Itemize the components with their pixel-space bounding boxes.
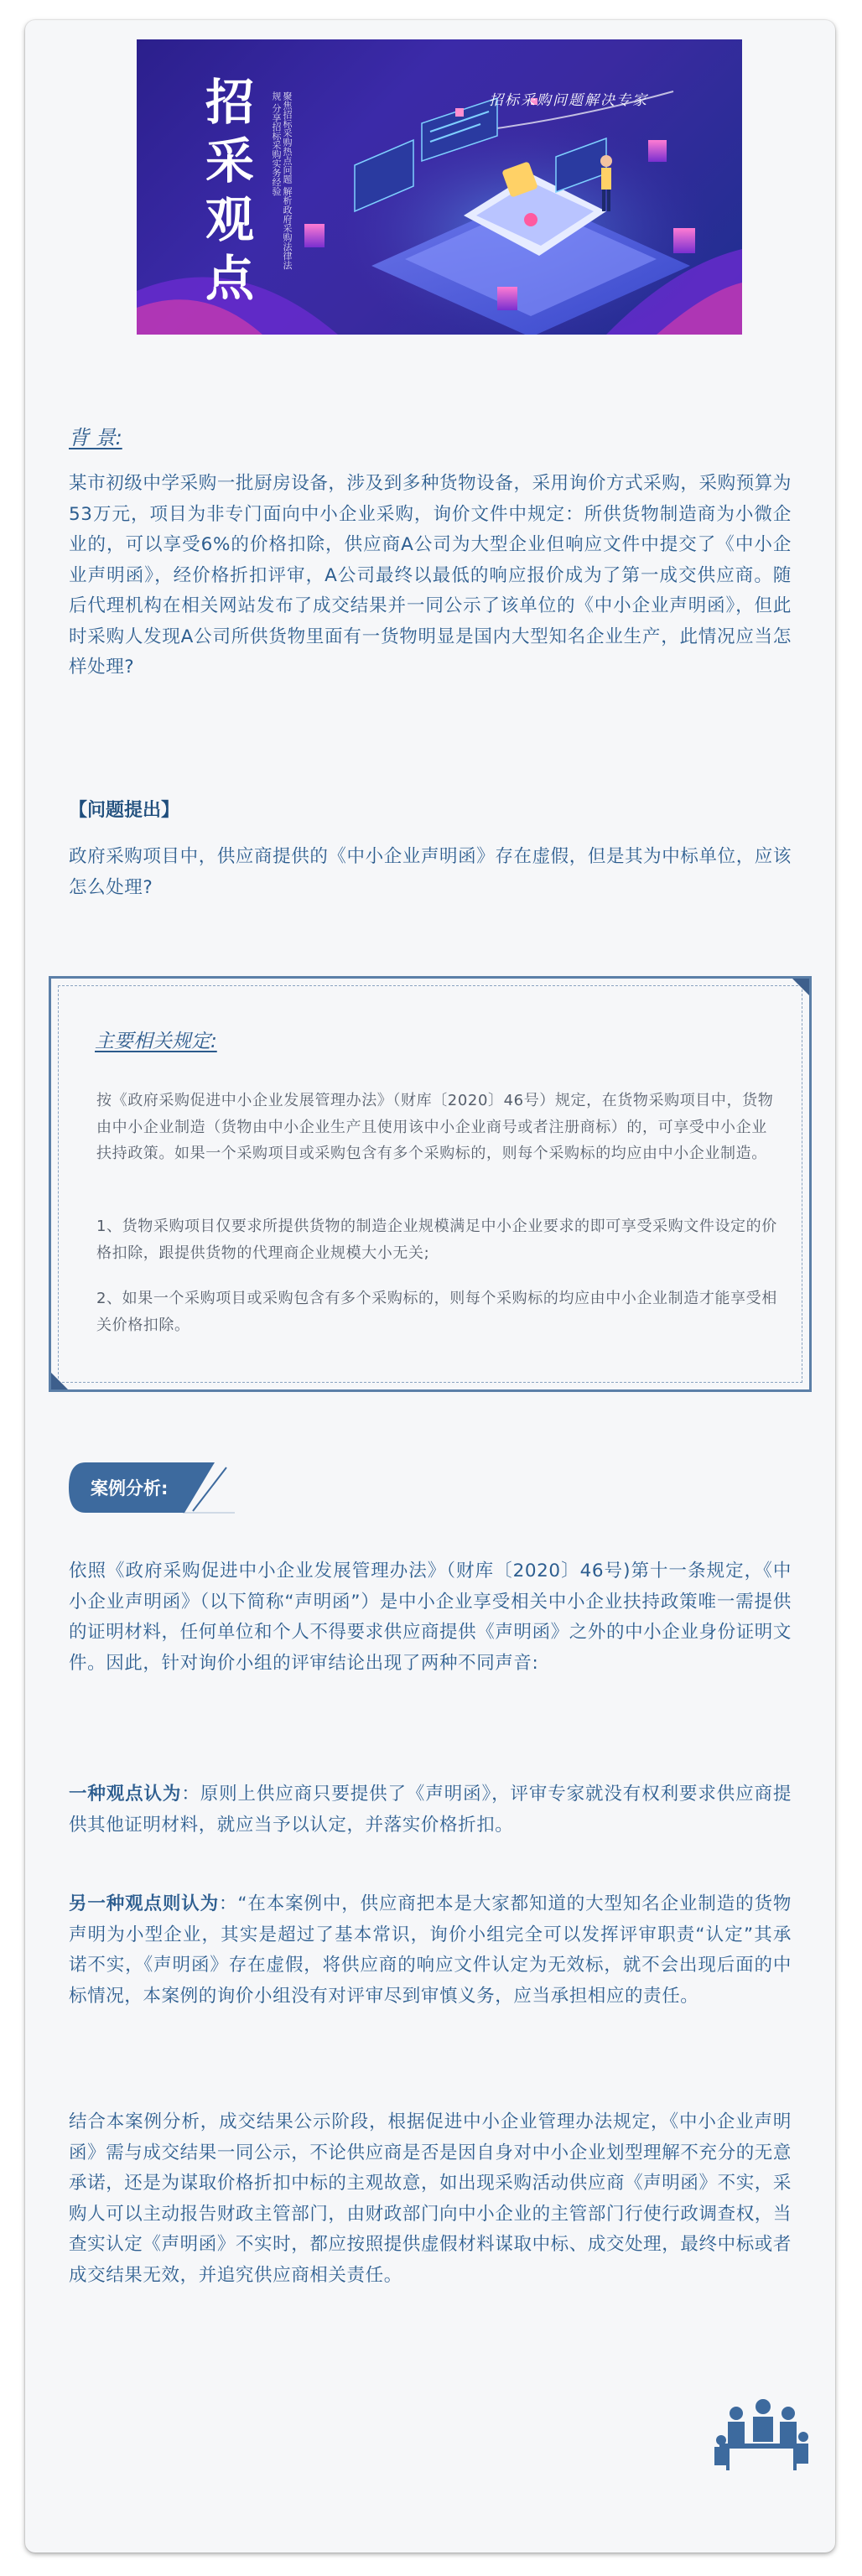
regulation-item: 1、货物采购项目仅要求所提供货物的制造企业规模满足中小企业要求的即可享受采购文件设定的价格扣除，跟提供货物的代理商企业规模大小无关;: [96, 1218, 777, 1262]
article-card: [25, 20, 835, 2553]
view-one-label: 一种观点认为: [69, 1784, 182, 1805]
question-text: 政府采购项目中，供应商提供的《中小企业声明函》存在虚假，但是其为中标单位，应该怎么处理?: [69, 846, 792, 898]
banner-title: 招 采 观 点: [205, 74, 256, 307]
regulations-box: [49, 976, 812, 1392]
question-heading: 【问题提出】: [69, 800, 180, 821]
banner-slogan: 招标采购问题解决专家: [489, 92, 648, 109]
view-one-text: [69, 1779, 792, 1841]
corner-marker: [51, 1373, 68, 1389]
case-analysis-label: 案例分析:: [91, 1478, 169, 1498]
view-two-text: [69, 1889, 792, 2012]
regulations-heading: 主要相关规定:: [95, 1031, 217, 1052]
case-analysis-badge: [67, 1461, 241, 1514]
conclusion-text: 结合本案例分析，成交结果公示阶段，根据促进中小企业管理办法规定，《中小企业声明函》需与成交结果一同公示，不论供应商是否是因自身对中小企业划型理解不充分的无意承诺，还是为谋取价格折扣中标的主观故意，如出现采购活动供应商《声明函》不实，采购人可以主动报告财政主管部门，由财政部门向中小企业的主管部门行使行政调查权，当查实认定《声明函》不实时，都应按照提供虚假材料谋取中标、成交处理，最终中标或者成交结果无效，并追究供应商相关责任。: [69, 2111, 792, 2286]
corner-marker: [792, 979, 809, 995]
meeting-people-icon: [711, 2395, 812, 2479]
regulation-item: 2、如果一个采购项目或采购包含有多个采购标的，则每个采购标的均应由中小企业制造才能享受相关价格扣除。: [96, 1290, 777, 1334]
banner-vertical-text: 聚焦招标采购热点问题 解析政府采购法律法规 分享招标采购实务经验: [271, 91, 293, 270]
view-two-body: ：“在本案例中，供应商把本是大家都知道的大型知名企业制造的货物声明为小型企业，其实是超过了基本常识，询价小组完全可以发挥评审职责“认定”其承诺不实，《声明函》存在虚假，将供应商的响应文件认定为无效标，就不会出现后面的中标情况，本案例的询价小组没有对评审尽到审慎义务，应当承担相应的责任。: [69, 1893, 792, 2007]
regulation-item: 按《政府采购促进中小企业发展管理办法》（财库〔2020〕46号）规定，在货物采购项目中，货物由中小企业制造（货物由中小企业生产且使用该中小企业商号或者注册商标）的，可享受中小企业扶持政策。如果一个采购项目或采购包含有多个采购标的，则每个采购标的均应由中小企业制造。: [96, 1092, 774, 1162]
view-two-label: 另一种观点则认为: [69, 1893, 219, 1914]
background-text: 某市初级中学采购一批厨房设备，涉及到多种货物设备，采用询价方式采购，采购预算为53万元，项目为非专门面向中小企业采购，询价文件中规定：所供货物制造商为小微企业的，可以享受6%的价格扣除，供应商A公司为大型企业但响应文件中提交了《中小企业声明函》，经价格折扣评审，A公司最终以最低的响应报价成为了第一成交供应商。随后代理机构在相关网站发布了成交结果并一同公示了该单位的《中小企业声明函》，但此时采购人发现A公司所供货物里面有一货物明显是国内大型知名企业生产，此情况应当怎样处理?: [69, 473, 792, 678]
case-intro-text: 依照《政府采购促进中小企业发展管理办法》（财库〔2020〕46号)第十一条规定，《中小企业声明函》（以下简称“声明函”）是中小企业享受相关中小企业扶持政策唯一需提供的证明材料，任何单位和个人不得要求供应商提供《声明函》之外的中小企业身份证明文件。因此，针对询价小组的评审结论出现了两种不同声音:: [69, 1561, 792, 1674]
background-heading: 背 景:: [69, 426, 122, 449]
view-one-body: ：原则上供应商只要提供了《声明函》，评审专家就没有权利要求供应商提供其他证明材料，就应当予以认定，并落实价格折扣。: [69, 1784, 792, 1836]
header-banner: [137, 39, 742, 335]
